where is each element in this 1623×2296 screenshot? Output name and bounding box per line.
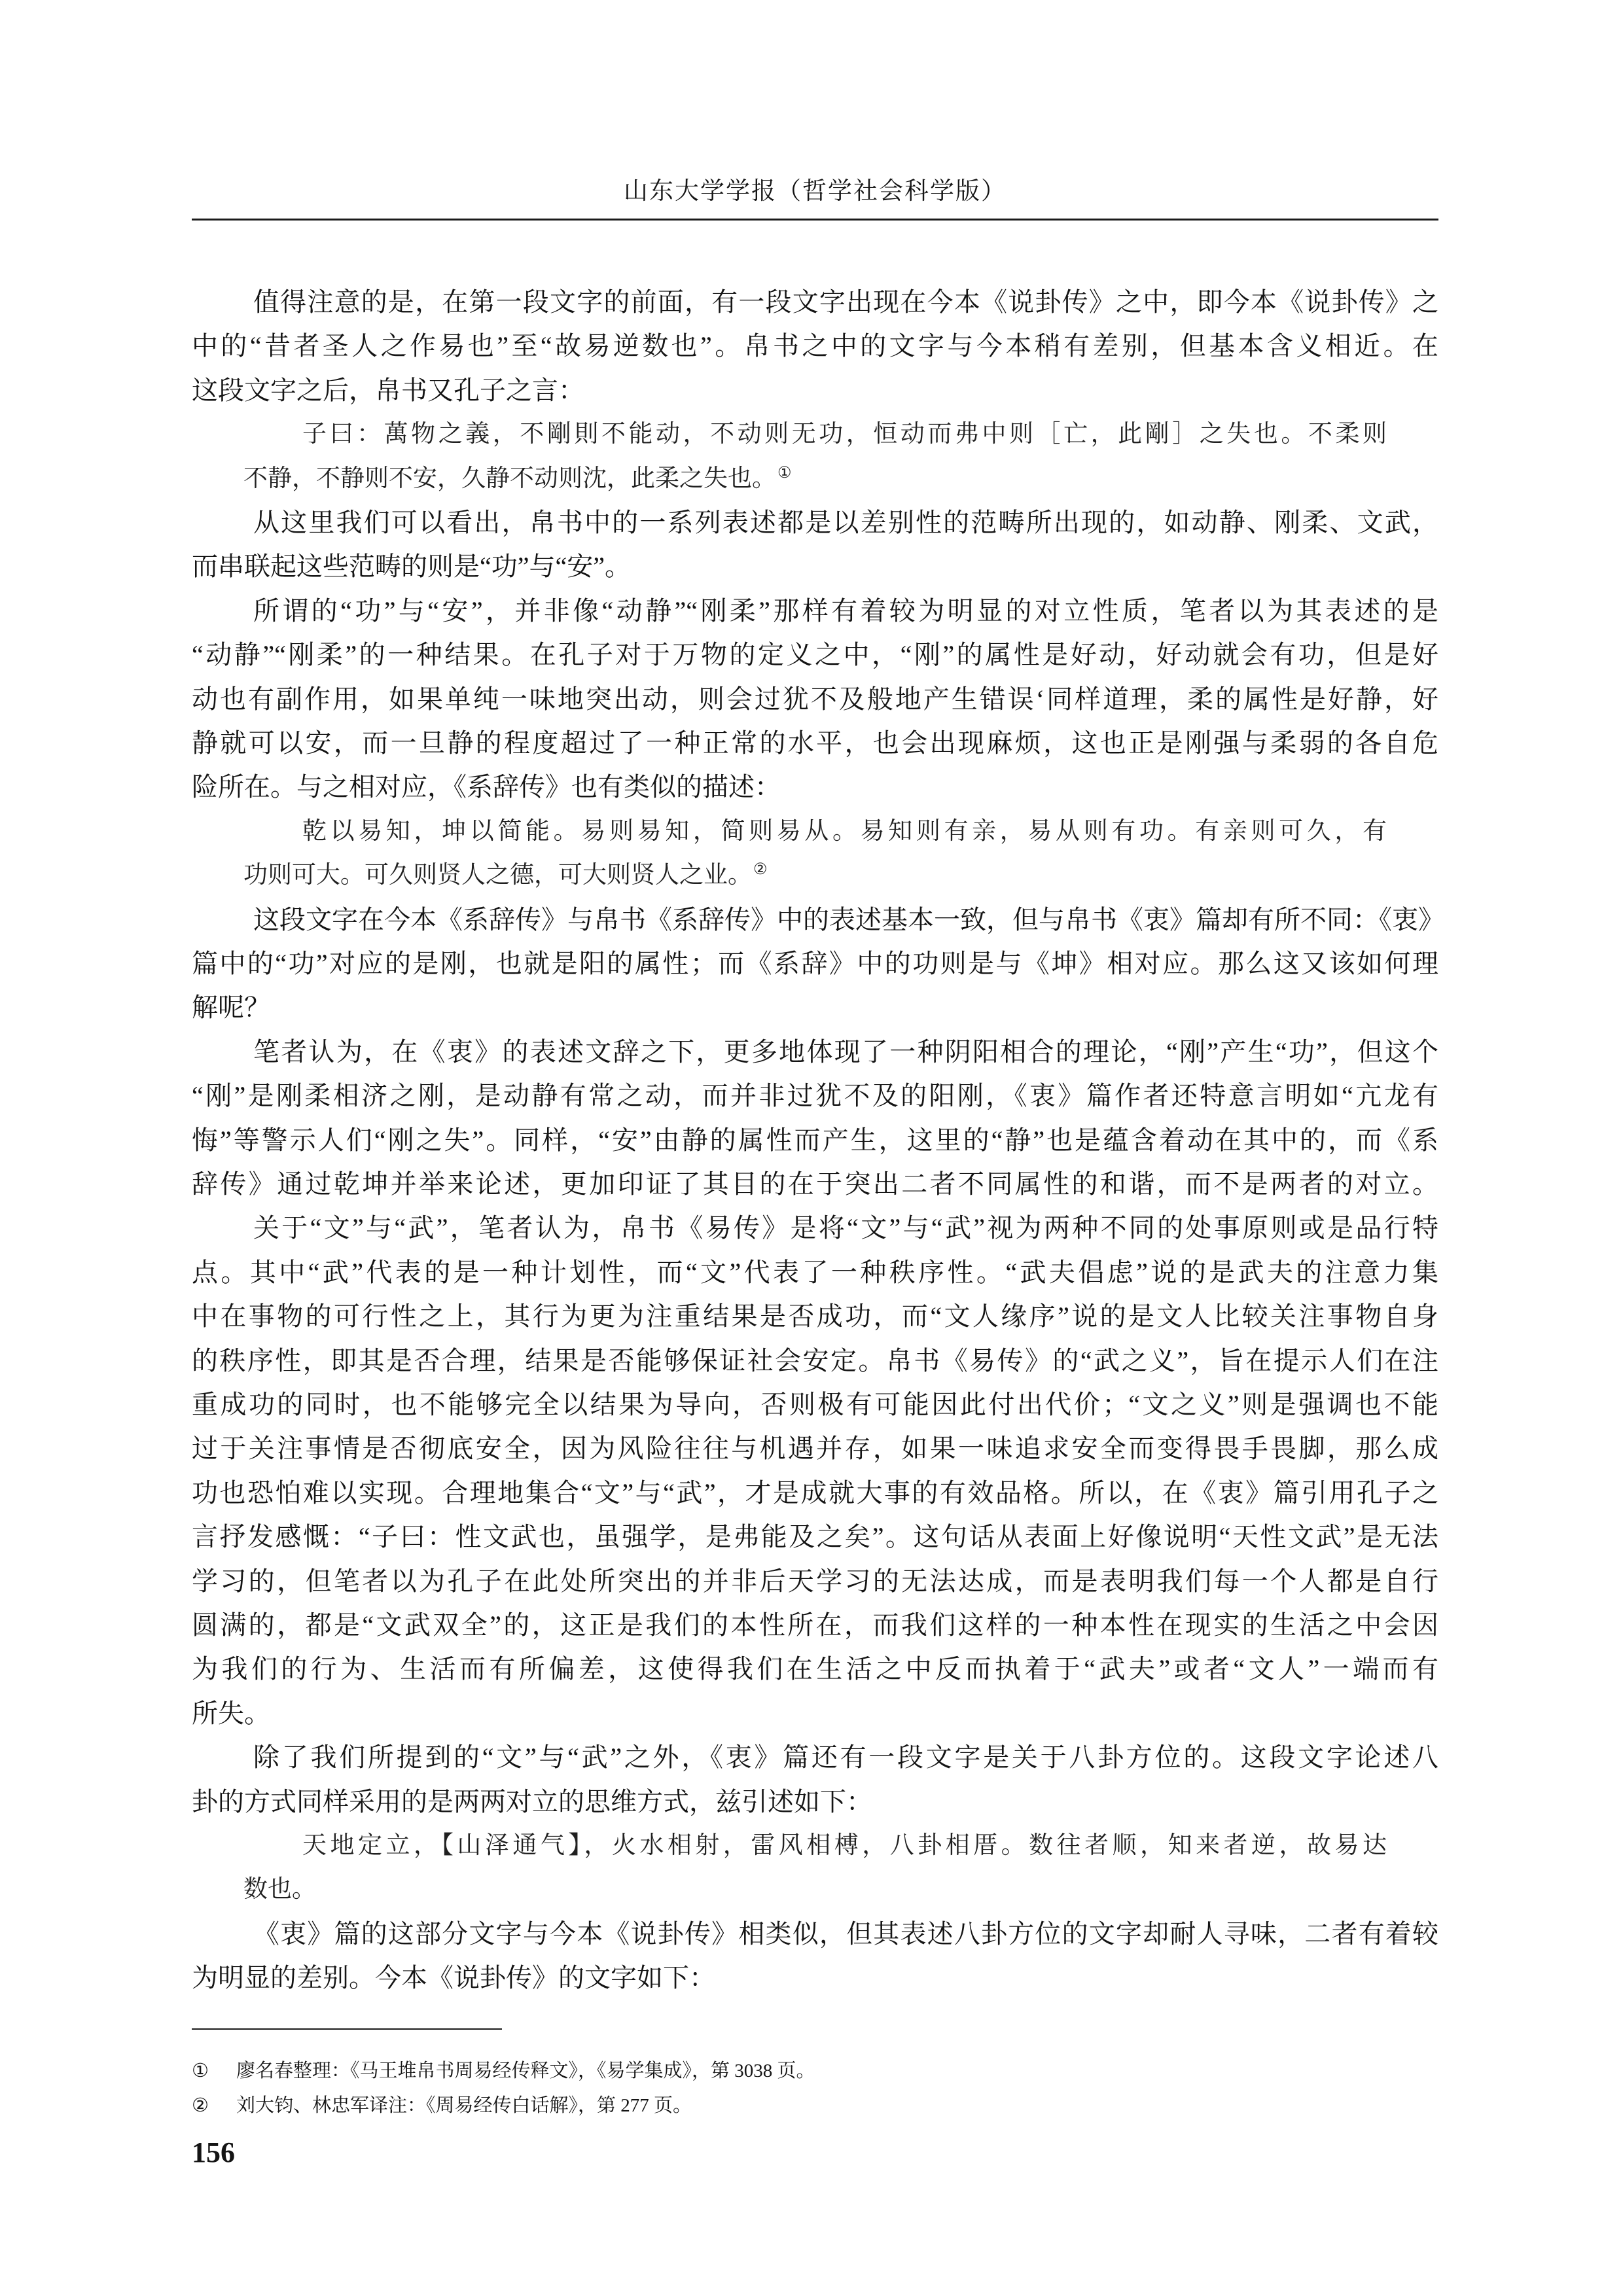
footnote-reference: ② [753,860,768,878]
body-text-line: 过于关注事情是否彻底安全，因为风险往往与机遇并存，如果一味追求安全而变得畏手畏脚，那么成 [192,1434,1438,1463]
body-text-line: “动静”“刚柔”的一种结果。在孔子对于万物的定义之中，“刚”的属性是好动，好动就会有功，但是好 [192,640,1438,669]
quotation-line: 子曰：萬物之義，不剛則不能动，不动则无功，恒动而弗中则［亡，此剛］之失也。不柔则 [302,421,1387,448]
body-text-line: 中在事物的可行性之上，其行为更为注重结果是否成功，而“文人缘序”说的是文人比较关注事物自身 [192,1301,1438,1331]
body-text-line: 辞传》通过乾坤并举来论述，更加印证了其目的在于突出二者不同属性的和谐，而不是两者的对立。 [192,1169,1438,1199]
running-header-title: 山东大学学报（哲学社会科学版） [624,178,1007,205]
quotation-line [243,459,792,499]
body-text-line: 解呢？ [192,993,270,1022]
body-text-line: 功也恐怕难以实现。合理地集合“文”与“武”，才是成就大事的有效品格。所以，在《衷》篇引用孔子之 [192,1478,1438,1508]
footnote-reference: ① [777,464,792,482]
body-text-line: 关于“文”与“武”，笔者认为，帛书《易传》是将“文”与“武”视为两种不同的处事原则或是品行特 [253,1213,1438,1243]
body-text-line: 重成功的同时，也不能够完全以结果为导向，否则极有可能因此付出代价；“文之义”则是强调也不能 [192,1390,1438,1419]
body-text-line: “刚”是刚柔相济之刚，是动静有常之动，而并非过犹不及的阳刚，《衷》篇作者还特意言明如“亢龙有 [192,1081,1438,1110]
body-text-line: 卦的方式同样采用的是两两对立的思维方式，兹引述如下： [192,1787,872,1816]
body-text-line: 所失。 [192,1699,270,1728]
body-text-line: 这段文字在今本《系辞传》与帛书《系辞传》中的表述基本一致，但与帛书《衷》篇却有所不同：《衷》 [253,905,1444,934]
body-text-line: 险所在。与之相对应，《系辞传》也有类似的描述： [192,772,781,802]
body-text-line: 值得注意的是，在第一段文字的前面，有一段文字出现在今本《说卦传》之中，即今本《说卦传》之 [253,287,1438,317]
body-text-line: 学习的，但笔者以为孔子在此处所突出的并非后天学习的无法达成，而是表明我们每一个人都是自行 [192,1566,1438,1596]
footnote-mark: ① [192,2060,209,2081]
body-text-line: 从这里我们可以看出，帛书中的一系列表述都是以差别性的范畴所出现的，如动静、刚柔、文武， [253,508,1438,537]
body-text-line: 圆满的，都是“文武双全”的，这正是我们的本性所在，而我们这样的一种本性在现实的生活之中会因 [192,1610,1438,1640]
body-text-line: 篇中的“功”对应的是刚，也就是阳的属性；而《系辞》中的功则是与《坤》相对应。那么这又该如何理 [192,949,1438,978]
body-text-line: 言抒发感慨：“子曰：性文武也，虽强学，是弗能及之矣”。这句话从表面上好像说明“天性文武”是无法 [192,1522,1438,1551]
quotation-text: 不静，不静则不安，久静不动则沈，此柔之失也。 [243,465,776,492]
quotation-line: 乾以易知，坤以简能。易则易知，简则易从。易知则有亲，易从则有功。有亲则可久，有 [302,818,1387,845]
body-text-line: 静就可以安，而一旦静的程度超过了一种正常的水平，也会出现麻烦，这也正是刚强与柔弱的各自危 [192,728,1438,758]
body-text-line: 悔”等警示人们“刚之失”。同样，“安”由静的属性而产生，这里的“静”也是蕴含着动在其中的，而《系 [192,1125,1438,1155]
footnote-text: 刘大钧、林忠军译注：《周易经传白话解》，第 277 页。 [236,2095,692,2116]
body-text-line: 点。其中“武”代表的是一种计划性，而“文”代表了一种秩序性。“武夫倡虑”说的是武夫的注意力集 [192,1258,1438,1287]
body-text-line: 为我们的行为、生活而有所偏差，这使得我们在生活之中反而执着于“武夫”或者“文人”一端而有 [192,1654,1438,1684]
body-text-line: 为明显的差别。今本《说卦传》的文字如下： [192,1963,715,1992]
body-text-line: 除了我们所提到的“文”与“武”之外，《衷》篇还有一段文字是关于八卦方位的。这段文字论述八 [253,1742,1438,1772]
quotation-text: 功则可大。可久则贤人之德，可大则贤人之业。 [243,862,752,889]
footnote [192,2091,692,2120]
quotation-line [243,856,768,895]
quotation-line: 天地定立，【山泽通气】，火水相射，雷风相榑，八卦相厝。数往者顺，知来者逆，故易达 [302,1832,1387,1859]
body-text-line: 动也有副作用，如果单纯一味地突出动，则会过犹不及般地产生错误‘同样道理，柔的属性是好静，好 [192,684,1438,714]
footnote-mark: ② [192,2095,209,2116]
body-text-line: 中的“昔者圣人之作易也”至“故易逆数也”。帛书之中的文字与今本稍有差别，但基本含义相近。在 [192,331,1438,361]
header-rule [192,219,1438,221]
body-text-line: 笔者认为，在《衷》的表述文辞之下，更多地体现了一种阴阳相合的理论，“刚”产生“功”，但这个 [253,1037,1438,1067]
footnote [192,2057,815,2085]
page-number: 156 [192,2136,235,2168]
footnote-separator [192,2028,502,2030]
body-text-line: 所谓的“功”与“安”，并非像“动静”“刚柔”那样有着较为明显的对立性质，笔者以为其表述的是 [253,596,1438,626]
body-text-line: 而串联起这些范畴的则是“功”与“安”。 [192,552,632,581]
quotation-line: 数也。 [243,1876,316,1903]
body-text-line: 的秩序性，即其是否合理，结果是否能够保证社会安定。帛书《易传》的“武之义”，旨在提示人们在注 [192,1346,1438,1375]
footnote-text: 廖名春整理：《马王堆帛书周易经传释文》，《易学集成》，第 3038 页。 [236,2060,815,2081]
body-text-line: 这段文字之后，帛书又孔子之言： [192,376,584,405]
body-text-line: 《衷》篇的这部分文字与今本《说卦传》相类似，但其表述八卦方位的文字却耐人寻味，二者有着较 [253,1919,1438,1949]
